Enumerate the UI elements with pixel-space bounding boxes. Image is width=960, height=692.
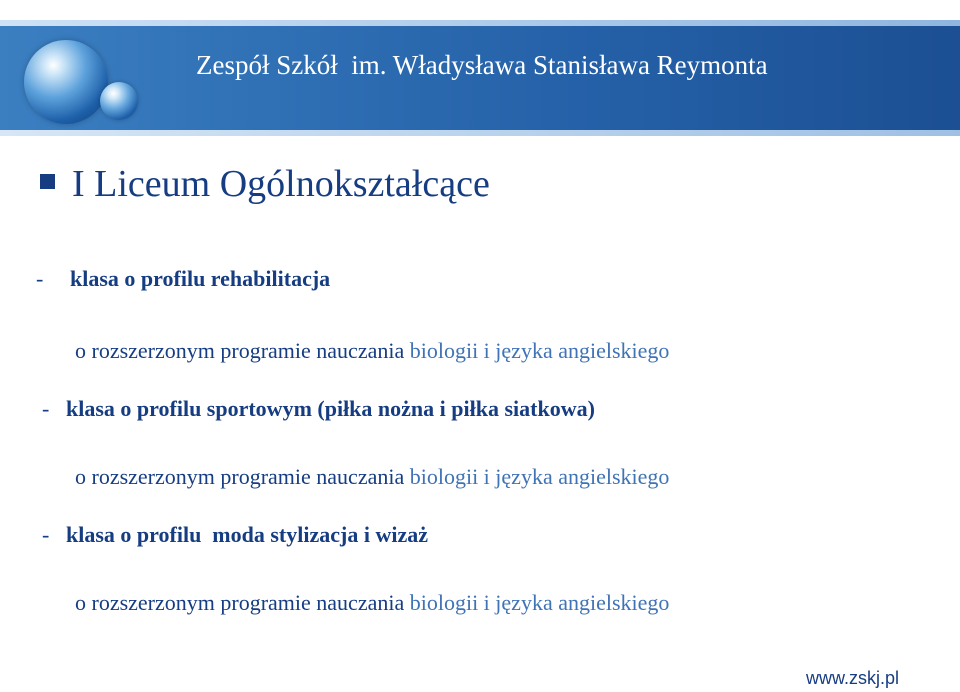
header-bottom-line bbox=[0, 130, 960, 136]
section-2-sub-light: biologii i języka angielskiego bbox=[409, 464, 670, 489]
footer-website-link[interactable]: www.zskj.pl bbox=[806, 668, 900, 688]
section-3-sub-light: biologii i języka angielskiego bbox=[409, 590, 670, 615]
square-bullet-icon bbox=[40, 174, 55, 189]
logo-sphere-large bbox=[24, 40, 108, 124]
section-1-dash: - bbox=[36, 266, 44, 291]
section-2-subtitle bbox=[64, 438, 669, 490]
section-1-sub-light: biologii i języka angielskiego bbox=[409, 338, 670, 363]
section-3-dash: - bbox=[42, 522, 50, 547]
school-name-title: Zespół Szkół im. Władysława Stanisława Reymonta bbox=[196, 50, 768, 80]
section-2-dash: - bbox=[42, 396, 50, 421]
section-1-title: klasa o profilu rehabilitacja bbox=[70, 266, 331, 291]
section-3-title: klasa o profilu moda stylizacja i wizaż bbox=[66, 522, 428, 547]
logo-sphere-small bbox=[100, 82, 138, 120]
page-heading: I Liceum Ogólnokształcące bbox=[72, 163, 490, 205]
section-2-sub-dark: o rozszerzonym programie nauczania bbox=[75, 464, 410, 489]
section-1-sub-dark: o rozszerzonym programie nauczania bbox=[75, 338, 410, 363]
section-1-subtitle bbox=[64, 312, 669, 364]
section-3-sub-dark: o rozszerzonym programie nauczania bbox=[75, 590, 410, 615]
section-3-subtitle bbox=[64, 564, 669, 616]
section-2-title: klasa o profilu sportowym (piłka nożna i piłka siatkowa) bbox=[66, 396, 595, 421]
